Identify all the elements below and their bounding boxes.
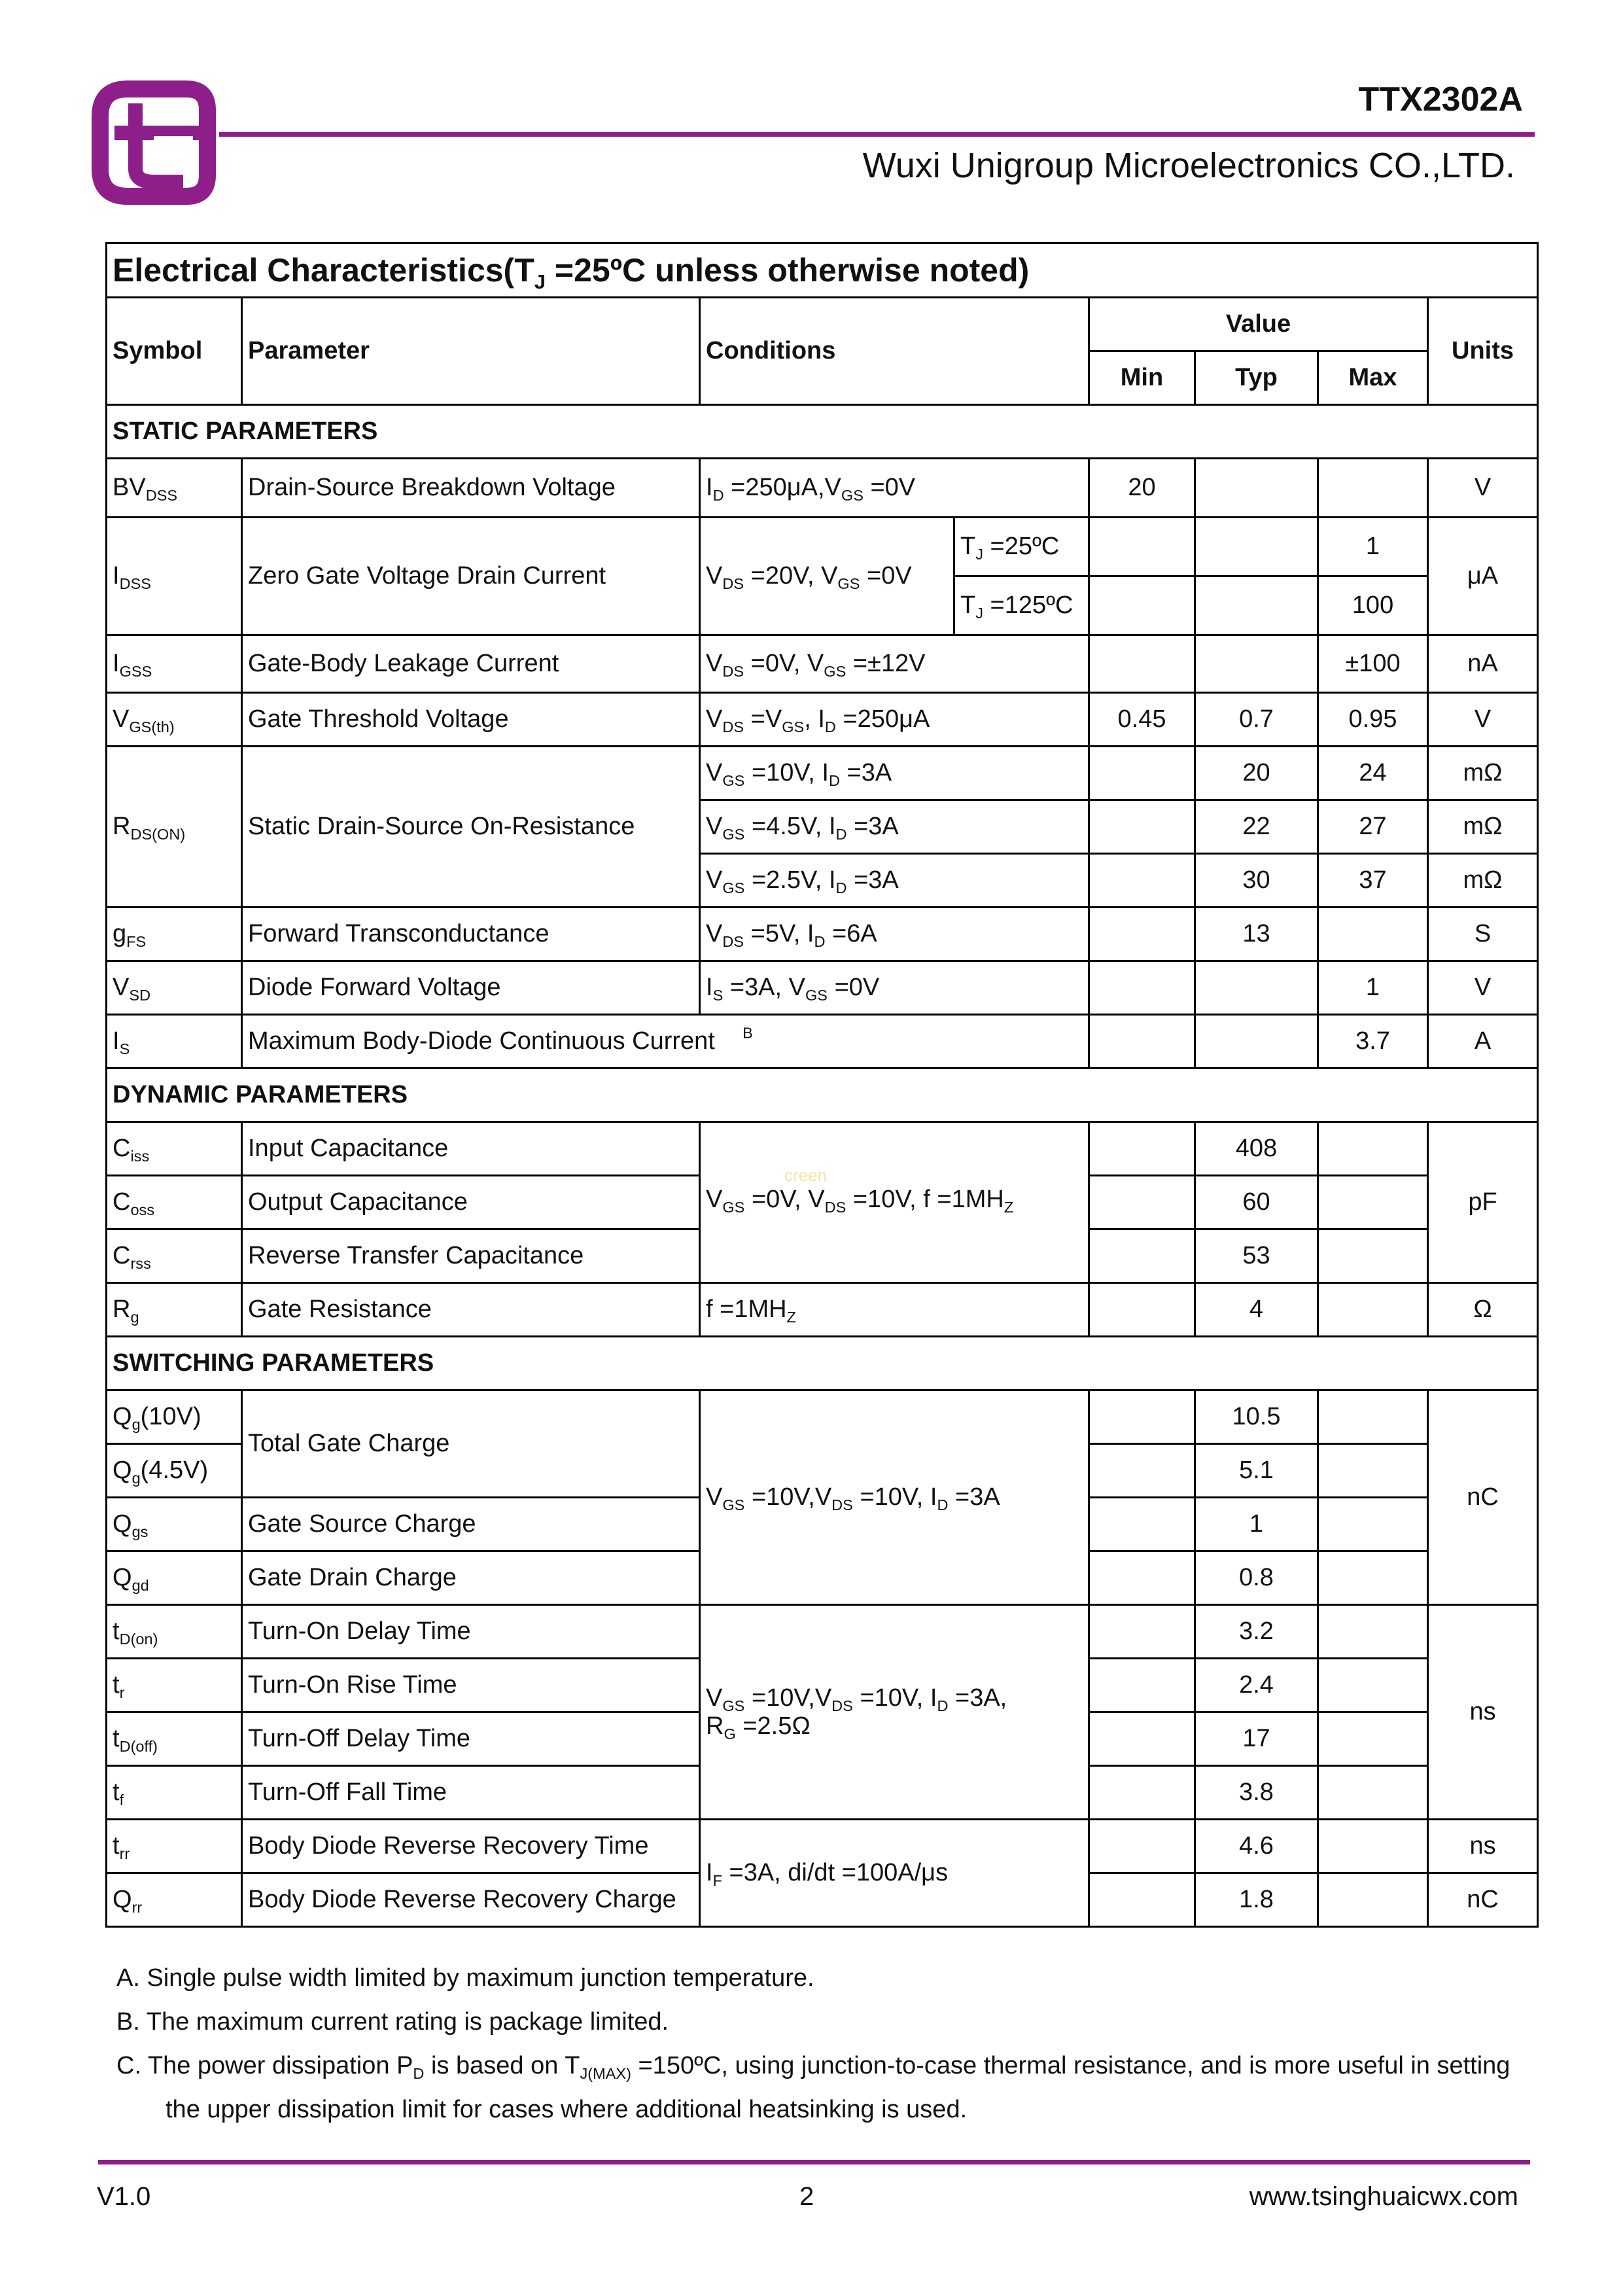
table-row: $Q_{rr}$ Body Diode Reverse Recovery Charge 1.8 nC (107, 1873, 1538, 1927)
table-row: $t_{D(off)}$ Turn-Off Delay Time 17 (107, 1712, 1538, 1766)
header-parameter: Parameter (242, 298, 700, 405)
table-row: $I_S$ Maximum Body-Diode Continuous Current $^B$ 3.7 A (107, 1015, 1538, 1069)
table-row: $V_{GS} =2.5V$, $I_D =3A$ 30 37 mΩ (107, 854, 1538, 908)
table-row: $g_{FS}$ Forward Transconductance $V_{DS} =5V$, $I_D =6A$ 13 S (107, 908, 1538, 961)
table-row: $C_{iss}$ Input Capacitance creen $V_{GS} =0V$, $V_{DS} =10V$, $f =1MH_Z$ 408 pF (107, 1122, 1538, 1176)
table-row: $C_{oss}$ Output Capacitance 60 (107, 1176, 1538, 1229)
footnotes (116, 1956, 1556, 2132)
table-title: Electrical $Characteristics(T_J$ =25ºC unless otherwise noted) (107, 243, 1538, 298)
table-row: $I_{GSS}$ Gate-Body Leakage Current $V_{DS} =0V$, $V_{GS} =\pm 12V$ ±100 nA (107, 635, 1538, 693)
header-typ: Typ (1195, 351, 1318, 405)
header-divider (219, 132, 1535, 137)
table-row: $T_J$ =125ºC 100 (107, 576, 1538, 635)
watermark-text: creen (784, 1165, 828, 1185)
header-value: Value (1089, 298, 1428, 351)
table-row: $Q_g(4.5V)$ 5.1 (107, 1444, 1538, 1498)
footer-divider (98, 2160, 1530, 2164)
section-static: STATIC PARAMETERS (107, 405, 1538, 459)
table-row: $Q_{gd}$ Gate Drain Charge 0.8 (107, 1551, 1538, 1605)
note-a: A. Single pulse width limited by maximum junction temperature. (116, 1964, 814, 1992)
electrical-characteristics-table (105, 242, 1539, 1928)
doc-title: TTX2302A (1358, 80, 1523, 118)
header-conditions: Conditions (700, 298, 1089, 405)
table-row: $V_{GS(th)}$ Gate Threshold Voltage $V_{DS} =V_{GS}$, $I_D =250\mu A$ 0.45 0.7 0.95 V (107, 693, 1538, 747)
table-row: $Q_g(10V)$ Total Gate Charge $V_{GS} =10V,V_{DS} =10V$, $I_D =3A$ 10.5 nC (107, 1390, 1538, 1444)
table-row: $t_{rr}$ Body Diode Reverse Recovery Time $I_F =3A$, di/dt =100A/μs 4.6 ns (107, 1820, 1538, 1873)
table-row: $V_{SD}$ Diode Forward Voltage $I_S =3A$, $V_{GS} =0V$ 1 V (107, 961, 1538, 1015)
table-row: $V_{GS} =4.5V$, $I_D =3A$ 22 27 mΩ (107, 800, 1538, 854)
header-min: Min (1089, 351, 1195, 405)
table-row: $I_{DSS}$ Zero Gate Voltage Drain Current $V_{DS} =20V$, $V_{GS} =0V$ $T_J$ =25ºC 1 μA (107, 518, 1538, 576)
table-row: $t_r$ Turn-On Rise Time 2.4 (107, 1659, 1538, 1712)
footer-version: V1.0 (97, 2182, 151, 2211)
table-row: $R_{DS(ON)}$ Static Drain-Source On-Resistance $V_{GS} =10V$, $I_D =3A$ 20 24 mΩ (107, 747, 1538, 800)
section-dynamic: DYNAMIC PARAMETERS (107, 1069, 1538, 1122)
table-row: $t_{D(on)}$ Turn-On Delay Time $V_{GS} =10V,V_{DS} =10V$, $I_D =3A$, $R_G =2.5\Omega$ 3.2 ns (107, 1605, 1538, 1659)
table-row: $C_{rss}$ Reverse Transfer Capacitance 53 (107, 1229, 1538, 1283)
table-row: $BV_{DSS}$ Drain-Source Breakdown Voltage $I_D =250\mu A,V_{GS} =0V$ 20 V (107, 459, 1538, 518)
footer-page-number: 2 (799, 2182, 814, 2211)
header-units: Units (1428, 298, 1538, 405)
unigroup-logo-icon (88, 77, 219, 208)
company-name: Wuxi Unigroup Microelectronics CO.,LTD. (862, 146, 1515, 185)
header-symbol: Symbol (107, 298, 242, 405)
note-c: C. The power dissipation $P_D$ is based on $T_{J(MAX)}$ =150ºC, using junction-to-case thermal resistance, and is more useful in setting (116, 2052, 1510, 2083)
section-switching: SWITCHING PARAMETERS (107, 1337, 1538, 1390)
note-b: B. The maximum current rating is package limited. (116, 2008, 669, 2036)
footer-website[interactable]: www.tsinghuaicwx.com (1249, 2182, 1518, 2211)
table-row: $t_f$ Turn-Off Fall Time 3.8 (107, 1766, 1538, 1820)
table-row: $Q_{gs}$ Gate Source Charge 1 (107, 1498, 1538, 1551)
table-row: $R_g$ Gate Resistance $f =1MH_Z$ 4 Ω (107, 1283, 1538, 1337)
header-max: Max (1318, 351, 1428, 405)
note-c-line2: the upper dissipation limit for cases where additional heatsinking is used. (166, 2096, 968, 2123)
